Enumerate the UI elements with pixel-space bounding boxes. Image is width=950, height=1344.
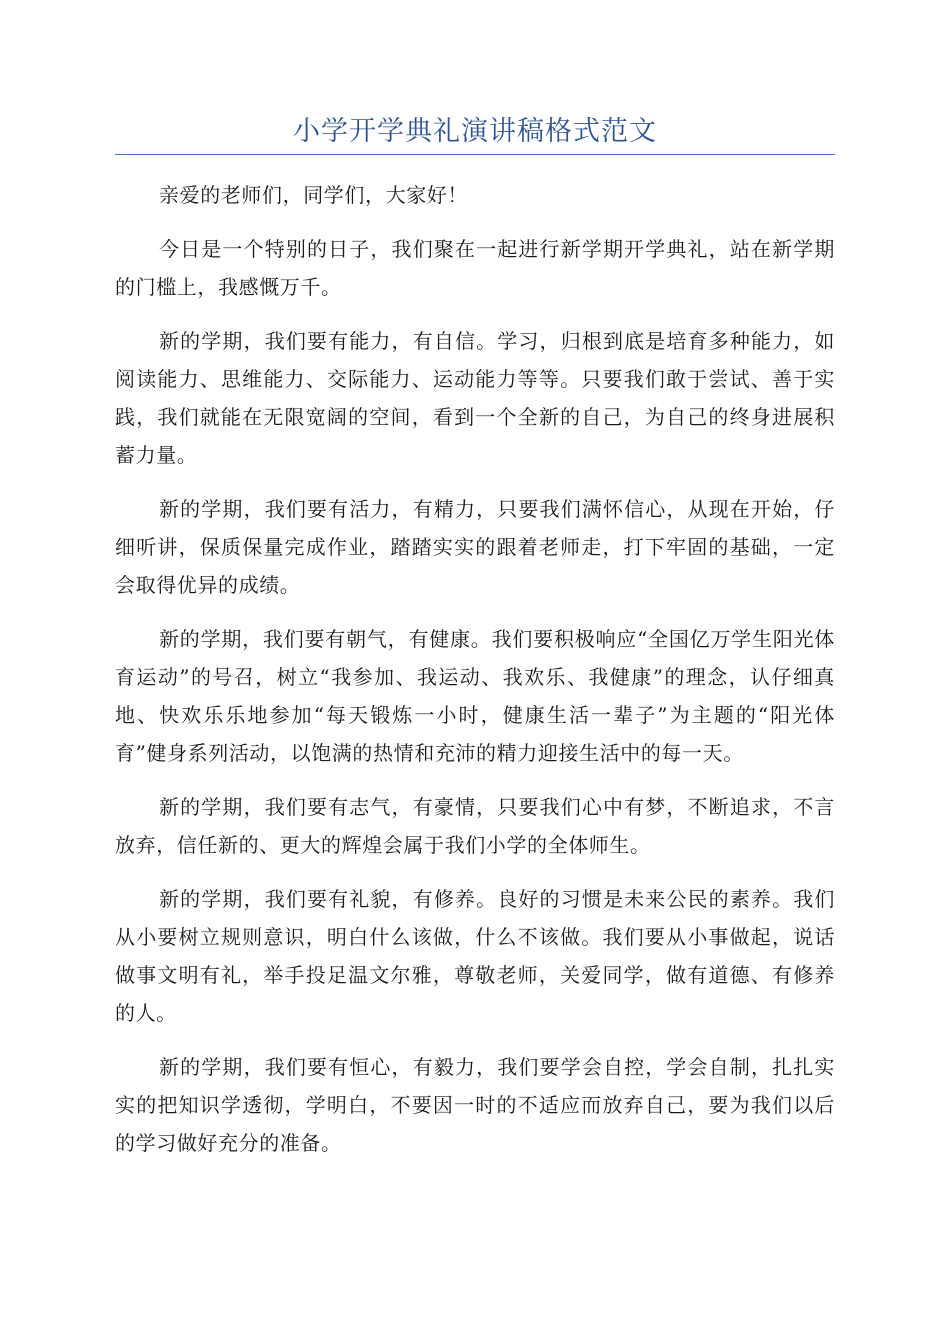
paragraph: 新的学期，我们要有朝气，有健康。我们要积极响应“全国亿万学生阳光体育运动”的号召，树立“我参加、我运动、我欢乐、我健康”的理念，认仔细真地、快欢乐乐地参加“每天锻炼一小时，健康生活一辈子”为主题的“阳光体育”健身系列活动，以饱满的热情和充沛的精力迎接生活中的每一天。 xyxy=(115,627,835,765)
paragraph: 新的学期，我们要有恒心，有毅力，我们要学会自控，学会自制，扎扎实实的把知识学透彻，学明白，不要因一时的不适应而放弃自己，要为我们以后的学习做好充分的准备。 xyxy=(115,1055,835,1155)
paragraph-greeting: 亲爱的老师们，同学们，大家好！ xyxy=(159,183,468,207)
document-title: 小学开学典礼演讲稿格式范文 xyxy=(293,116,657,147)
document-body xyxy=(115,176,835,1178)
paragraph: 新的学期，我们要有能力，有自信。学习，归根到底是培育多种能力，如阅读能力、思维能力、交际能力、运动能力等等。只要我们敢于尝试、善于实践，我们就能在无限宽阔的空间，看到一个全新的自己，为自己的终身进展积蓄力量。 xyxy=(115,329,835,467)
paragraph: 今日是一个特别的日子，我们聚在一起进行新学期开学典礼，站在新学期的门槛上，我感慨万千。 xyxy=(115,237,835,299)
paragraph: 新的学期，我们要有礼貌，有修养。良好的习惯是未来公民的素养。我们从小要树立规则意识，明白什么该做，什么不该做。我们要从小事做起，说话做事文明有礼，举手投足温文尔雅，尊敬老师，关爱同学，做有道德、有修养的人。 xyxy=(115,887,835,1025)
title-underline xyxy=(115,154,835,155)
paragraph: 新的学期，我们要有活力，有精力，只要我们满怀信心，从现在开始，仔细听讲，保质保量完成作业，踏踏实实的跟着老师走，打下牢固的基础，一定会取得优异的成绩。 xyxy=(115,497,835,597)
paragraph: 新的学期，我们要有志气，有豪情，只要我们心中有梦，不断追求，不言放弃，信任新的、更大的辉煌会属于我们小学的全体师生。 xyxy=(115,795,835,857)
